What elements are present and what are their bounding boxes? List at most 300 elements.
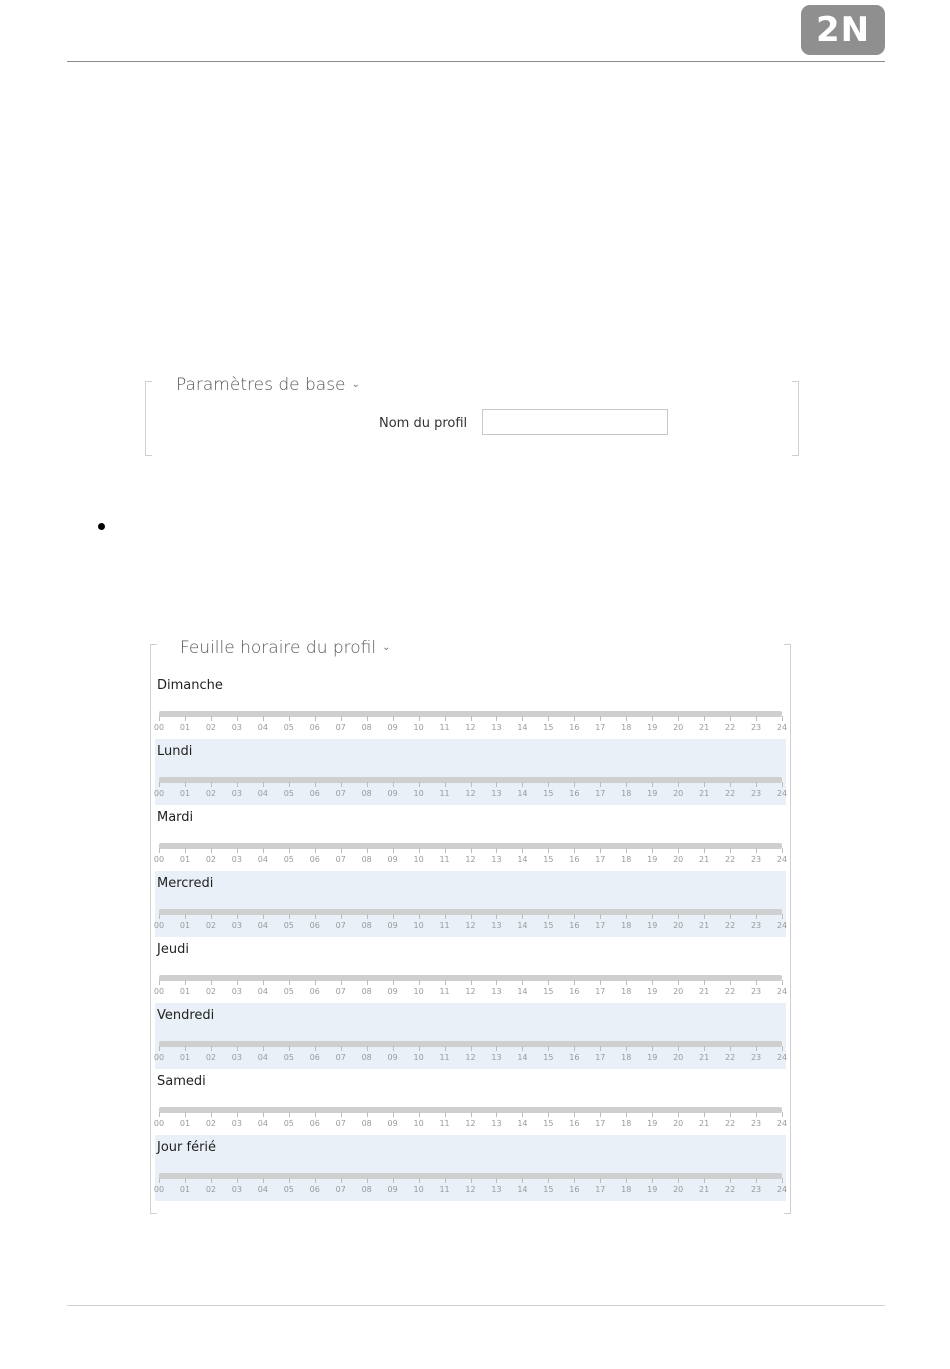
- hour-tick: [678, 782, 679, 787]
- hour-tick: [289, 1046, 290, 1051]
- hour-tick: [211, 1046, 212, 1051]
- hour-tick: [600, 980, 601, 985]
- hour-label: 16: [569, 921, 580, 930]
- hour-tick: [600, 1046, 601, 1051]
- schedule-legend[interactable]: [180, 638, 391, 658]
- hour-tick: [626, 848, 627, 853]
- hour-tick: [704, 980, 705, 985]
- hour-label: 17: [595, 789, 606, 798]
- hour-label: 17: [595, 1053, 606, 1062]
- hour-label: 22: [724, 1119, 736, 1128]
- hour-tick: [496, 914, 497, 919]
- hour-label: 09: [387, 723, 398, 732]
- hour-label: 02: [205, 1053, 216, 1062]
- day-label: Jeudi: [157, 942, 189, 957]
- hour-label: 16: [569, 1185, 580, 1194]
- hour-label: 15: [543, 789, 554, 798]
- hour-label: 05: [283, 987, 294, 996]
- hour-tick: [289, 1112, 290, 1117]
- hour-label: 02: [205, 789, 216, 798]
- hour-label: 05: [283, 1119, 294, 1128]
- hour-label: 12: [465, 987, 476, 996]
- hour-tick: [730, 716, 731, 721]
- hour-tick: [574, 1112, 575, 1117]
- hour-label: 20: [673, 789, 684, 798]
- hour-tick: [652, 1112, 653, 1117]
- hour-tick: [367, 1046, 368, 1051]
- hour-label: 00: [153, 987, 165, 996]
- hour-tick: [263, 716, 264, 721]
- hour-tick: [315, 980, 316, 985]
- hour-label: 17: [595, 1185, 606, 1194]
- basic-params-legend[interactable]: [176, 375, 360, 395]
- hour-label: 24: [776, 1053, 788, 1062]
- hour-label: 18: [621, 1119, 632, 1128]
- hour-label: 21: [699, 1185, 710, 1194]
- hour-tick: [626, 980, 627, 985]
- hour-label: 08: [361, 987, 372, 996]
- hour-label: 18: [621, 1185, 632, 1194]
- hour-label: 03: [231, 921, 242, 930]
- hour-label: 24: [776, 1185, 788, 1194]
- hour-label: 09: [387, 1053, 398, 1062]
- hour-tick: [756, 716, 757, 721]
- hour-tick: [367, 848, 368, 853]
- hour-tick: [496, 1112, 497, 1117]
- hour-tick: [782, 716, 783, 721]
- hour-tick: [315, 914, 316, 919]
- hour-tick: [237, 914, 238, 919]
- hour-tick: [522, 1112, 523, 1117]
- hour-label: 07: [335, 1053, 346, 1062]
- hour-label: 12: [465, 1185, 476, 1194]
- hour-tick: [626, 914, 627, 919]
- hour-tick: [315, 1178, 316, 1183]
- hour-label: 06: [309, 921, 320, 930]
- hour-label: 20: [673, 921, 684, 930]
- hour-label: 04: [257, 1053, 268, 1062]
- hour-label: 11: [439, 921, 450, 930]
- hour-label: 23: [750, 921, 762, 930]
- hour-tick: [211, 914, 212, 919]
- hour-tick: [185, 1112, 186, 1117]
- hour-label: 18: [621, 789, 632, 798]
- hour-label: 01: [179, 855, 191, 864]
- hour-tick: [522, 914, 523, 919]
- hour-tick: [756, 1112, 757, 1117]
- hour-label: 23: [750, 1185, 762, 1194]
- hour-tick: [263, 1046, 264, 1051]
- hour-tick: [756, 1178, 757, 1183]
- hour-tick: [367, 980, 368, 985]
- hour-label: 00: [153, 855, 165, 864]
- hour-tick: [574, 980, 575, 985]
- hour-labels: [155, 1119, 786, 1129]
- hour-tick: [678, 1178, 679, 1183]
- day-row: [155, 1069, 786, 1135]
- hour-label: 20: [673, 855, 684, 864]
- hour-tick: [289, 848, 290, 853]
- hour-label: 10: [413, 855, 424, 864]
- hour-label: 04: [257, 987, 268, 996]
- schedule-title: Feuille horaire du profil: [180, 638, 377, 658]
- hour-label: 18: [621, 723, 632, 732]
- hour-tick: [393, 848, 394, 853]
- hour-tick: [237, 1112, 238, 1117]
- hour-tick: [341, 980, 342, 985]
- hour-label: 11: [439, 789, 450, 798]
- hour-label: 18: [621, 987, 632, 996]
- hour-tick: [522, 980, 523, 985]
- hour-label: 07: [335, 855, 346, 864]
- hour-tick: [652, 914, 653, 919]
- hour-tick: [496, 1046, 497, 1051]
- hour-label: 01: [179, 987, 191, 996]
- hour-label: 10: [413, 987, 424, 996]
- hour-label: 05: [283, 1185, 294, 1194]
- hour-tick: [496, 716, 497, 721]
- hour-label: 24: [776, 1119, 788, 1128]
- hour-tick: [471, 782, 472, 787]
- hour-label: 23: [750, 723, 762, 732]
- hour-label: 15: [543, 723, 554, 732]
- hour-label: 13: [491, 855, 502, 864]
- hour-label: 15: [543, 987, 554, 996]
- hour-tick: [211, 716, 212, 721]
- hour-tick: [419, 1112, 420, 1117]
- hour-label: 22: [724, 723, 736, 732]
- hour-label: 07: [335, 1119, 346, 1128]
- hour-label: 12: [465, 723, 476, 732]
- hour-label: 07: [335, 921, 346, 930]
- hour-label: 19: [647, 789, 658, 798]
- hour-tick: [393, 1046, 394, 1051]
- hour-tick: [730, 1046, 731, 1051]
- hour-tick: [445, 1112, 446, 1117]
- hour-tick: [704, 782, 705, 787]
- hour-tick: [315, 716, 316, 721]
- hour-tick: [185, 914, 186, 919]
- hour-label: 02: [205, 921, 216, 930]
- basic-params-fieldset: [145, 375, 799, 454]
- hour-label: 06: [309, 987, 320, 996]
- hour-label: 02: [205, 1185, 216, 1194]
- hour-tick: [315, 848, 316, 853]
- hour-label: 21: [699, 723, 710, 732]
- hour-label: 08: [361, 921, 372, 930]
- hour-tick: [678, 716, 679, 721]
- day-row: [155, 673, 786, 739]
- hour-tick: [393, 1178, 394, 1183]
- hour-label: 04: [257, 789, 268, 798]
- hour-tick: [159, 914, 160, 919]
- footer-divider: [67, 1305, 885, 1306]
- hour-tick: [730, 848, 731, 853]
- hour-label: 22: [724, 789, 736, 798]
- hour-tick: [548, 914, 549, 919]
- hour-label: 19: [647, 921, 658, 930]
- hour-label: 21: [699, 789, 710, 798]
- hour-label: 09: [387, 1185, 398, 1194]
- hour-label: 20: [673, 1185, 684, 1194]
- hour-label: 23: [750, 855, 762, 864]
- hour-label: 08: [361, 1185, 372, 1194]
- hour-tick: [263, 782, 264, 787]
- hour-label: 10: [413, 921, 424, 930]
- hour-tick: [730, 1112, 731, 1117]
- hour-tick: [678, 1112, 679, 1117]
- hour-tick: [289, 716, 290, 721]
- day-row: [155, 1003, 786, 1069]
- hour-label: 09: [387, 987, 398, 996]
- hour-tick: [341, 782, 342, 787]
- hour-tick: [782, 782, 783, 787]
- hour-tick: [237, 716, 238, 721]
- hour-tick: [782, 848, 783, 853]
- hour-label: 01: [179, 1053, 191, 1062]
- day-row: [155, 805, 786, 871]
- hour-label: 11: [439, 855, 450, 864]
- hour-tick: [159, 716, 160, 721]
- hour-tick: [471, 1178, 472, 1183]
- hour-label: 21: [699, 1053, 710, 1062]
- hour-label: 13: [491, 987, 502, 996]
- hour-tick: [730, 782, 731, 787]
- hour-label: 15: [543, 1053, 554, 1062]
- day-label: Samedi: [157, 1074, 206, 1089]
- hour-label: 03: [231, 855, 242, 864]
- hour-tick: [185, 716, 186, 721]
- profile-name-input[interactable]: [482, 409, 668, 435]
- hour-tick: [626, 1046, 627, 1051]
- hour-tick: [159, 1046, 160, 1051]
- hour-tick: [756, 914, 757, 919]
- day-label: Mercredi: [157, 876, 214, 891]
- hour-tick: [289, 980, 290, 985]
- hour-tick: [419, 1178, 420, 1183]
- hour-tick: [159, 848, 160, 853]
- hour-label: 10: [413, 1119, 424, 1128]
- hour-tick: [315, 1112, 316, 1117]
- hour-tick: [263, 1178, 264, 1183]
- hour-label: 15: [543, 1119, 554, 1128]
- hour-tick: [548, 1112, 549, 1117]
- hour-label: 00: [153, 1119, 165, 1128]
- hour-label: 09: [387, 921, 398, 930]
- hour-tick: [185, 782, 186, 787]
- hour-label: 01: [179, 1185, 191, 1194]
- hour-label: 12: [465, 789, 476, 798]
- basic-params-title: Paramètres de base: [176, 375, 346, 395]
- hour-label: 13: [491, 789, 502, 798]
- hour-label: 02: [205, 1119, 216, 1128]
- hour-tick: [341, 716, 342, 721]
- hour-label: 04: [257, 855, 268, 864]
- hour-label: 00: [153, 1185, 165, 1194]
- hour-label: 14: [517, 1053, 528, 1062]
- hour-label: 22: [724, 987, 736, 996]
- hour-tick: [159, 980, 160, 985]
- hour-tick: [185, 848, 186, 853]
- hour-tick: [704, 1112, 705, 1117]
- hour-label: 05: [283, 1053, 294, 1062]
- hour-tick: [522, 716, 523, 721]
- hour-tick: [574, 716, 575, 721]
- hour-tick: [471, 1112, 472, 1117]
- hour-label: 01: [179, 921, 191, 930]
- hour-tick: [185, 1046, 186, 1051]
- hour-tick: [548, 980, 549, 985]
- time-ticks: [159, 980, 782, 986]
- hour-tick: [445, 914, 446, 919]
- hour-tick: [315, 782, 316, 787]
- hour-label: 15: [543, 921, 554, 930]
- hour-label: 06: [309, 1119, 320, 1128]
- hour-label: 21: [699, 1119, 710, 1128]
- hour-label: 20: [673, 1053, 684, 1062]
- time-ticks: [159, 1112, 782, 1118]
- hour-label: 10: [413, 723, 424, 732]
- hour-label: 18: [621, 1053, 632, 1062]
- time-ticks: [159, 1046, 782, 1052]
- hour-label: 16: [569, 1119, 580, 1128]
- hour-label: 03: [231, 789, 242, 798]
- hour-label: 00: [153, 789, 165, 798]
- chevron-down-icon[interactable]: ⌄: [382, 642, 391, 653]
- hour-tick: [600, 1112, 601, 1117]
- hour-label: 17: [595, 855, 606, 864]
- hour-tick: [600, 848, 601, 853]
- hour-label: 12: [465, 1119, 476, 1128]
- hour-tick: [522, 848, 523, 853]
- hour-labels: [155, 1053, 786, 1063]
- hour-tick: [237, 980, 238, 985]
- hour-tick: [185, 1178, 186, 1183]
- hour-tick: [185, 980, 186, 985]
- hour-label: 07: [335, 789, 346, 798]
- time-ticks: [159, 716, 782, 722]
- hour-tick: [237, 1178, 238, 1183]
- hour-label: 02: [205, 987, 216, 996]
- hour-label: 14: [517, 789, 528, 798]
- hour-label: 03: [231, 723, 242, 732]
- hour-label: 04: [257, 1119, 268, 1128]
- hour-label: 16: [569, 1053, 580, 1062]
- hour-tick: [626, 782, 627, 787]
- hour-label: 08: [361, 855, 372, 864]
- hour-tick: [756, 980, 757, 985]
- hour-label: 04: [257, 1185, 268, 1194]
- hour-tick: [730, 1178, 731, 1183]
- day-label: Jour férié: [157, 1140, 217, 1155]
- hour-label: 16: [569, 789, 580, 798]
- hour-tick: [211, 848, 212, 853]
- hour-tick: [626, 716, 627, 721]
- day-label: Vendredi: [157, 1008, 215, 1023]
- hour-label: 13: [491, 1053, 502, 1062]
- hour-tick: [756, 848, 757, 853]
- hour-label: 17: [595, 921, 606, 930]
- hour-label: 14: [517, 921, 528, 930]
- hour-label: 05: [283, 723, 294, 732]
- hour-tick: [782, 980, 783, 985]
- hour-tick: [626, 1178, 627, 1183]
- time-ticks: [159, 1178, 782, 1184]
- hour-tick: [678, 980, 679, 985]
- hour-tick: [678, 848, 679, 853]
- chevron-down-icon[interactable]: ⌄: [351, 379, 360, 390]
- hour-label: 01: [179, 789, 191, 798]
- hour-label: 06: [309, 789, 320, 798]
- hour-label: 00: [153, 921, 165, 930]
- hour-label: 14: [517, 1185, 528, 1194]
- hour-label: 17: [595, 1119, 606, 1128]
- hour-tick: [652, 980, 653, 985]
- hour-tick: [237, 782, 238, 787]
- hour-tick: [782, 1046, 783, 1051]
- hour-tick: [445, 716, 446, 721]
- hour-tick: [730, 914, 731, 919]
- day-row: [155, 739, 786, 805]
- hour-tick: [704, 1178, 705, 1183]
- hour-tick: [652, 1046, 653, 1051]
- hour-tick: [652, 716, 653, 721]
- hour-tick: [159, 1178, 160, 1183]
- hour-label: 04: [257, 723, 268, 732]
- hour-tick: [159, 782, 160, 787]
- hour-tick: [471, 914, 472, 919]
- hour-label: 08: [361, 723, 372, 732]
- day-row: [155, 871, 786, 937]
- hour-label: 10: [413, 789, 424, 798]
- hour-label: 13: [491, 723, 502, 732]
- time-ticks: [159, 848, 782, 854]
- hour-tick: [471, 716, 472, 721]
- day-label: Lundi: [157, 744, 193, 759]
- hour-label: 01: [179, 1119, 191, 1128]
- hour-tick: [471, 848, 472, 853]
- brand-logo: 2N: [801, 5, 885, 55]
- hour-label: 22: [724, 1053, 736, 1062]
- hour-label: 14: [517, 1119, 528, 1128]
- hour-tick: [237, 1046, 238, 1051]
- hour-label: 23: [750, 1119, 762, 1128]
- hour-tick: [211, 980, 212, 985]
- hour-label: 11: [439, 987, 450, 996]
- hour-tick: [211, 1178, 212, 1183]
- hour-tick: [600, 782, 601, 787]
- hour-tick: [263, 980, 264, 985]
- hour-tick: [574, 848, 575, 853]
- hour-label: 11: [439, 1053, 450, 1062]
- hour-tick: [574, 782, 575, 787]
- hour-label: 12: [465, 921, 476, 930]
- hour-label: 06: [309, 855, 320, 864]
- hour-labels: [155, 723, 786, 733]
- hour-tick: [341, 848, 342, 853]
- hour-label: 16: [569, 855, 580, 864]
- hour-label: 00: [153, 1053, 165, 1062]
- hour-tick: [548, 716, 549, 721]
- hour-label: 24: [776, 723, 788, 732]
- hour-label: 03: [231, 1119, 242, 1128]
- hour-label: 18: [621, 855, 632, 864]
- hour-tick: [522, 1178, 523, 1183]
- hour-label: 19: [647, 987, 658, 996]
- hour-tick: [574, 914, 575, 919]
- hour-tick: [652, 848, 653, 853]
- hour-labels: [155, 789, 786, 799]
